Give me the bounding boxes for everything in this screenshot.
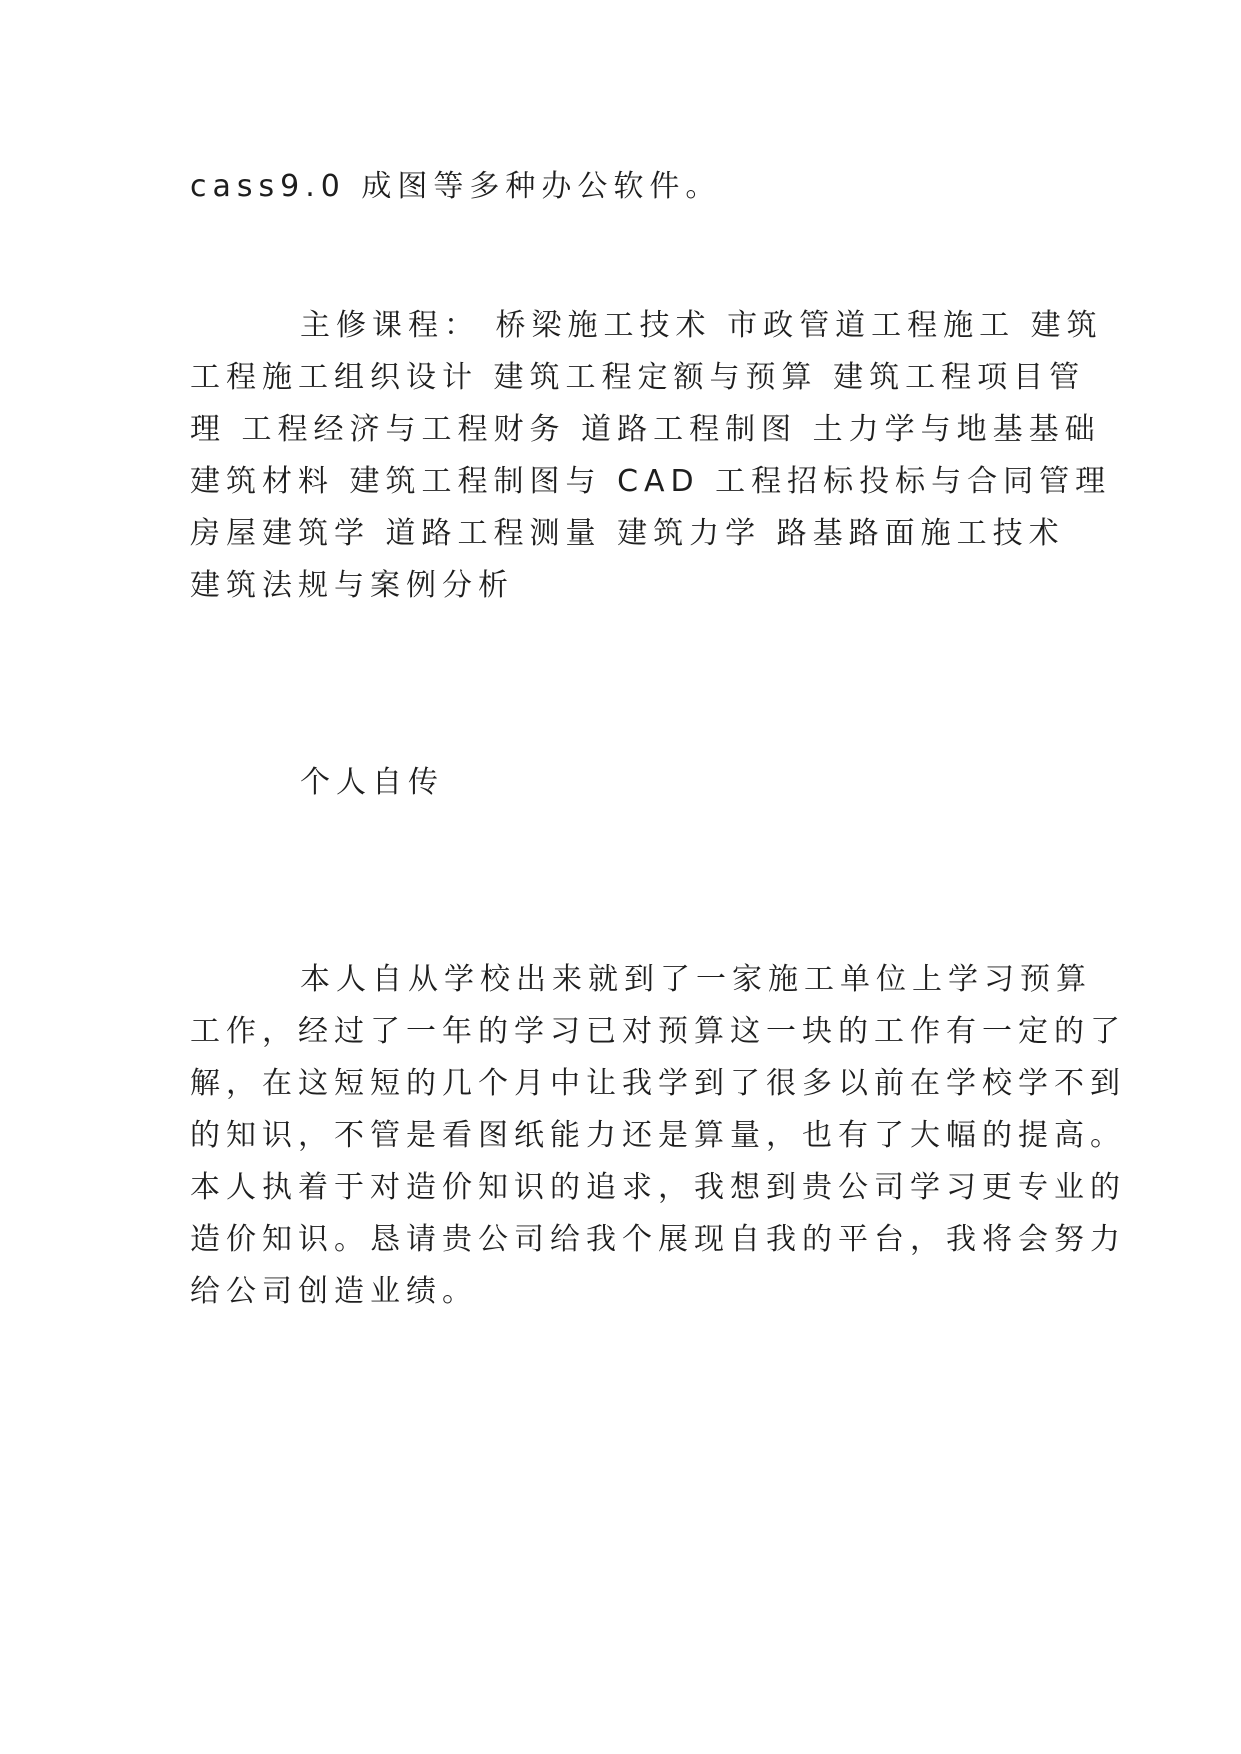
autobiography-line-1: 本人自从学校出来就到了一家施工单位上学习预算 <box>300 962 1092 997</box>
autobiography-line-6: 造价知识。恳请贵公司给我个展现自我的平台，我将会努力 <box>190 1222 1126 1257</box>
courses-line-3: 理 工程经济与工程财务 道路工程制图 土力学与地基基础 <box>190 412 1101 447</box>
intro-tail-text: cass9.0 成图等多种办公软件。 <box>190 169 722 204</box>
courses-line-2: 工程施工组织设计 建筑工程定额与预算 建筑工程项目管 <box>190 360 1086 395</box>
courses-line-6: 建筑法规与案例分析 <box>190 568 514 603</box>
autobiography-line-2: 工作，经过了一年的学习已对预算这一块的工作有一定的了 <box>190 1014 1126 1049</box>
autobiography-line-5: 本人执着于对造价知识的追求，我想到贵公司学习更专业的 <box>190 1170 1126 1205</box>
autobiography-line-3: 解，在这短短的几个月中让我学到了很多以前在学校学不到 <box>190 1066 1126 1101</box>
autobiography-line-4: 的知识，不管是看图纸能力还是算量，也有了大幅的提高。 <box>190 1118 1126 1153</box>
courses-line-4: 建筑材料 建筑工程制图与 CAD 工程招标投标与合同管理 <box>190 464 1112 499</box>
section-heading: 个人自传 <box>300 765 444 800</box>
autobiography-line-7: 给公司创造业绩。 <box>190 1274 478 1309</box>
courses-line-1: 主修课程： 桥梁施工技术 市政管道工程施工 建筑 <box>300 308 1103 343</box>
courses-line-5: 房屋建筑学 道路工程测量 建筑力学 路基路面施工技术 <box>190 516 1065 551</box>
